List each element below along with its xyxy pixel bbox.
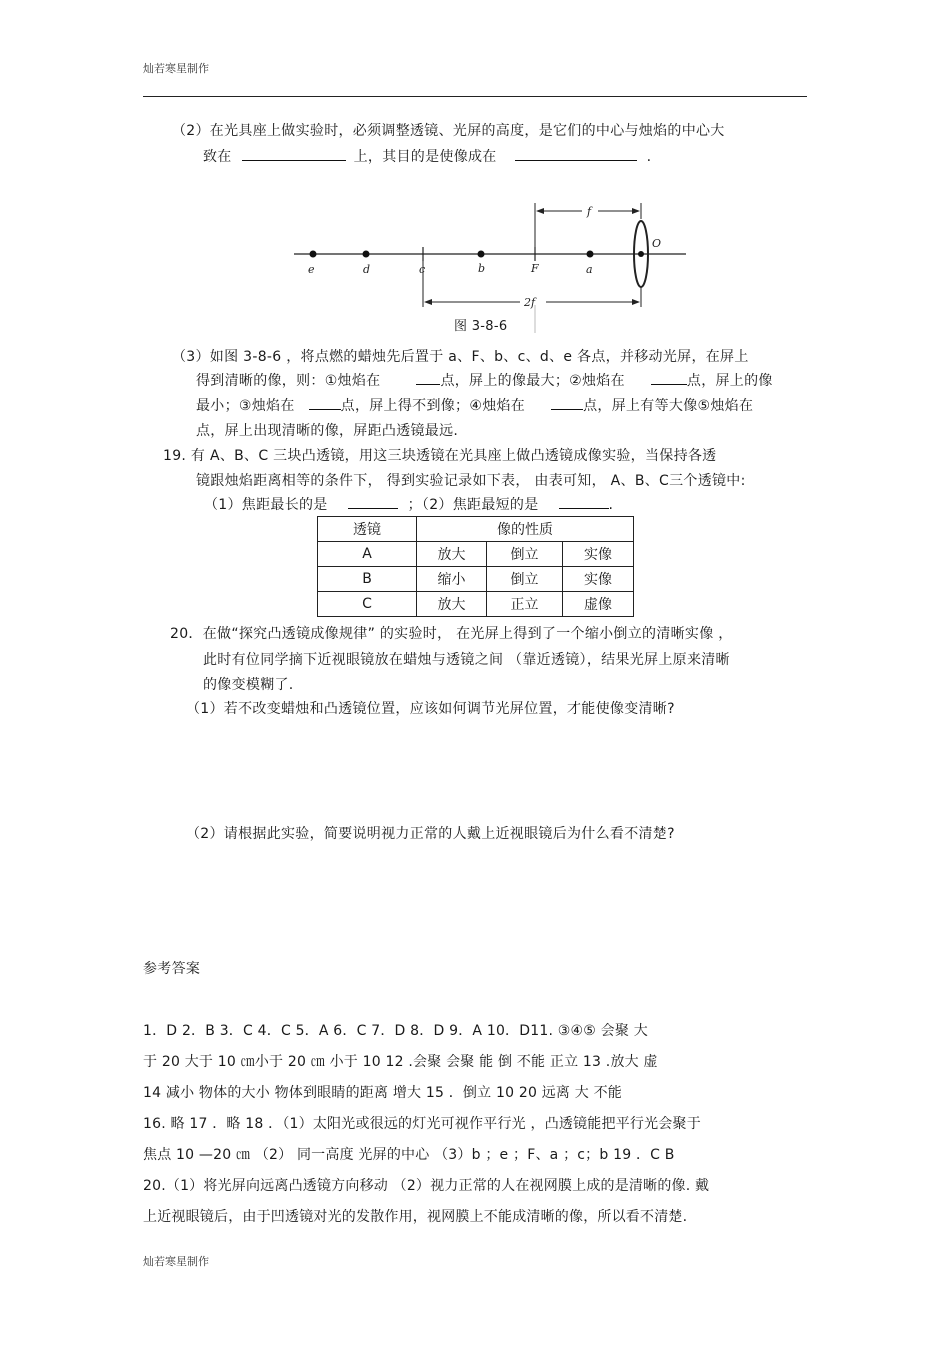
table-cell: B [318,567,417,592]
q18-3-text: 点，屏上有等大像⑤烛焰在 [583,398,754,414]
q18-2-line1: （2）在光具座上做实验时，必须调整透镜、光屏的高度，是它们的中心与烛焰的中心大 [172,123,725,139]
q18-3-line4: 点，屏上出现清晰的像，屏距凸透镜最远. [196,423,459,439]
answer-blank[interactable] [242,146,346,161]
answer-line: 上近视眼镜后，由于凹透镜对光的发散作用，视网膜上不能成清晰的像，所以看不清楚. [143,1209,688,1225]
table-header-cell: 透镜 [318,517,417,542]
table-cell: 放大 [417,542,487,567]
table-cell: C [318,592,417,617]
table-cell: 正立 [487,592,563,617]
answer-line: 1．D 2．B 3．C 4．C 5．A 6．C 7．D 8．D 9．A 10．D11. ③④⑤ 会聚 大 [143,1023,648,1039]
q19-line2: 镜跟烛焰距离相等的条件下， 得到实验记录如下表， 由表可知， A、B、C三个透镜中: [196,473,746,489]
label-f: f [587,205,592,218]
table-cell: 放大 [417,592,487,617]
table-header-row [318,517,634,542]
table-cell: 倒立 [487,542,563,567]
q18-3-line3 [196,395,753,415]
q19-line3 [204,494,613,514]
answer-blank[interactable] [515,146,637,161]
q19-text: （1）焦距最长的是 [204,497,328,513]
table-cell: 实像 [563,567,634,592]
label-O: O [652,237,662,250]
label-d: d [363,263,371,276]
answer-blank[interactable] [416,370,440,385]
table-header-cell: 像的性质 [417,517,634,542]
point-d [363,251,370,258]
answer-line: 焦点 10 —20 ㎝ （2） 同一高度 光屏的中心 （3）b ；e ；F、a ；c；b 19 ．C B [143,1147,675,1163]
table-row [318,542,634,567]
q18-2-text-c: . [646,149,652,165]
q18-3-text: 点，屏上得不到像；④烛焰在 [340,398,526,414]
answer-line: 20.（1）将光屏向远离凸透镜方向移动 （2）视力正常的人在视网膜上成的是清晰的像. 戴 [143,1178,710,1194]
label-c: c [419,263,426,276]
answer-line: 14 减小 物体的大小 物体到眼睛的距离 增大 15 ．倒立 10 20 远离 大 不能 [143,1085,623,1101]
answer-blank[interactable] [559,494,609,509]
q20-sub1: （1）若不改变蜡烛和凸透镜位置，应该如何调节光屏位置，才能使像变清晰? [186,701,675,717]
answers-title: 参考答案 [143,961,201,977]
point-b [478,251,485,258]
q20-sub2: （2）请根据此实验，简要说明视力正常的人戴上近视眼镜后为什么看不清楚? [186,826,675,842]
header-rule [143,96,807,97]
point-e [310,251,317,258]
label-a: a [586,263,593,276]
label-b: b [478,262,486,275]
answer-blank[interactable] [309,395,341,410]
table-cell: 虚像 [563,592,634,617]
answer-blank[interactable] [651,370,687,385]
lens-diagram [280,195,700,335]
q20-line3: 的像变模糊了. [203,677,294,693]
q18-2-text-b: 上，其目的是使像成在 [353,149,497,165]
label-F: F [531,262,539,275]
page-footer: 灿若寒星制作 [143,1255,209,1268]
q20-line2: 此时有位同学摘下近视眼镜放在蜡烛与透镜之间 （靠近透镜），结果光屏上原来清晰 [203,652,730,668]
answer-line: 于 20 大于 10 ㎝小于 20 ㎝ 小于 10 12 .会聚 会聚 能 倒 不能 正立 13 .放大 虚 [143,1054,658,1070]
table-row [318,592,634,617]
table-cell: 倒立 [487,567,563,592]
q20-line1: 20．在做“探究凸透镜成像规律” 的实验时， 在光屏上得到了一个缩小倒立的清晰实像 ， [170,626,733,642]
q18-3-text: 最小；③烛焰在 [196,398,295,414]
page-header: 灿若寒星制作 [143,62,209,75]
q18-3-line1: （3）如图 3-8-6 ，将点燃的蜡烛先后置于 a、F、b、c、d、e 各点，并移动光屏，在屏上 [172,349,749,365]
point-O [638,251,644,257]
q18-3-text: 点，屏上的像 [686,373,773,389]
table-cell: 缩小 [417,567,487,592]
lens-results-table [317,516,634,617]
q18-3-text: 点，屏上的像最大；②烛焰在 [440,373,625,389]
q18-3-text: 得到清晰的像，则：①烛焰在 [196,373,381,389]
label-2f: 2f [524,296,536,309]
q18-2-text-a: 致在 [203,149,232,165]
q18-2-line2 [203,146,651,166]
answer-line: 16. 略 17 ．略 18 ．（1）太阳光或很远的灯光可视作平行光 ，凸透镜能把平行光会聚于 [143,1116,701,1132]
table-row [318,567,634,592]
label-e: e [308,263,315,276]
answer-blank[interactable] [551,395,583,410]
point-a [587,251,594,258]
q19-line1: 19. 有 A、B、C 三块凸透镜，用这三块透镜在光具座上做凸透镜成像实验，当保持各透 [163,448,717,464]
table-cell: 实像 [563,542,634,567]
answer-blank[interactable] [348,494,398,509]
q19-text: ；（2）焦距最短的是 [407,497,539,513]
table-cell: A [318,542,417,567]
figure-caption: 图 3-8-6 [454,319,508,334]
q19-text: . [608,497,614,513]
q18-3-line2 [196,370,773,390]
